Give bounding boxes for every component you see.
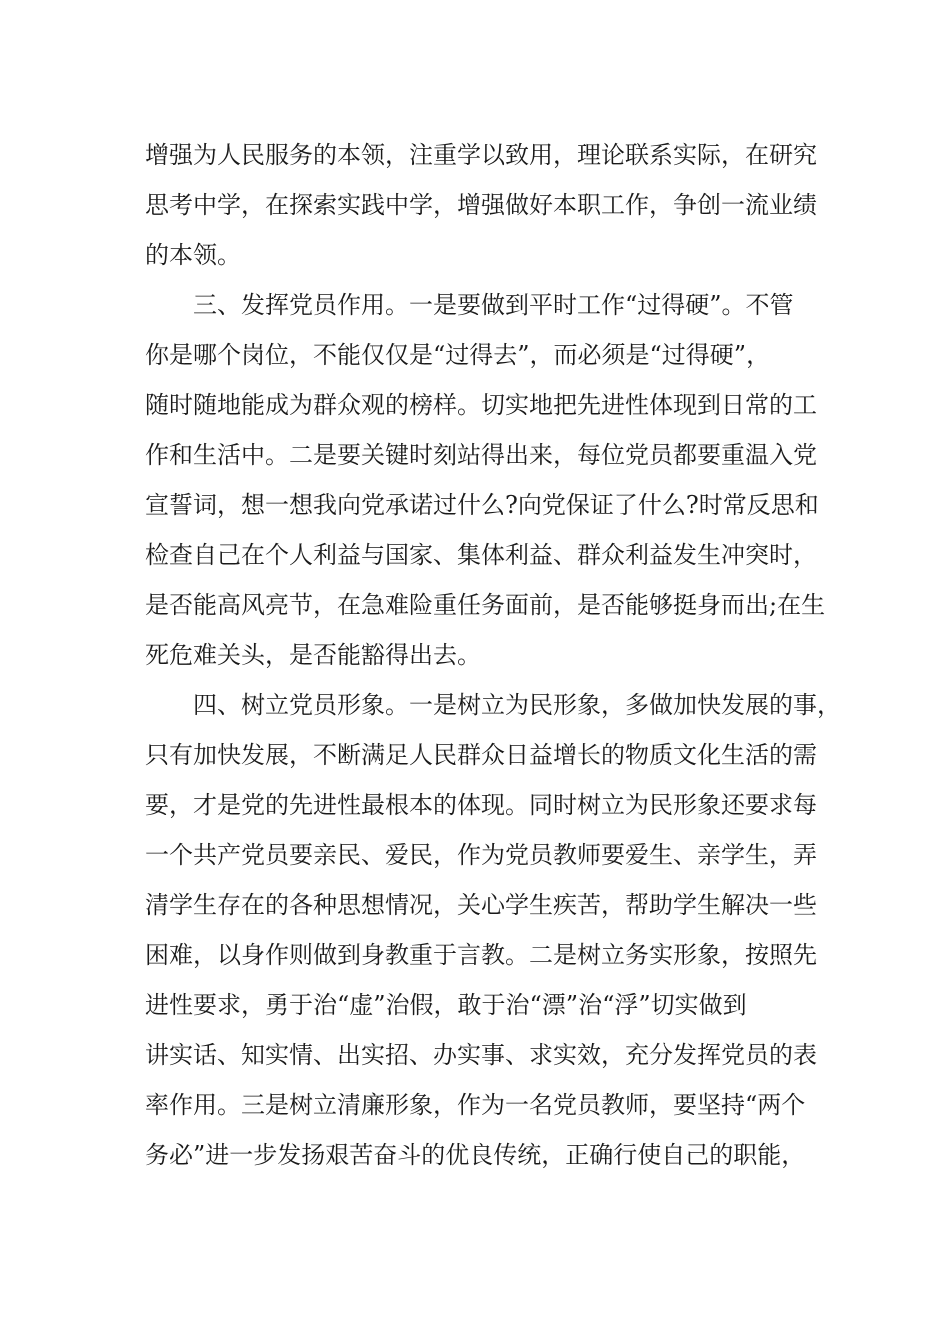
text-line: 的本领。 bbox=[145, 241, 241, 269]
text-line: 讲实话、知实情、出实招、办实事、求实效，充分发挥党员的表 bbox=[145, 1041, 817, 1069]
text-line: 务必”进一步发扬艰苦奋斗的优良传统，正确行使自己的职能， bbox=[145, 1141, 806, 1169]
text-line: 四、树立党员形象。一是树立为民形象，多做加快发展的事， bbox=[193, 691, 841, 719]
paragraph-3 bbox=[145, 680, 841, 1180]
text-line: 进性要求，勇于治“虚”治假，敢于治“漂”治“浮”切实做到 bbox=[145, 991, 747, 1019]
text-line: 增强为人民服务的本领，注重学以致用，理论联系实际，在研究 bbox=[145, 141, 817, 169]
paragraph-1 bbox=[145, 130, 817, 280]
text-line: 死危难关头，是否能豁得出去。 bbox=[145, 641, 481, 669]
paragraph-2 bbox=[145, 280, 826, 680]
text-line: 一个共产党员要亲民、爱民，作为党员教师要爱生、亲学生，弄 bbox=[145, 841, 817, 869]
text-line: 只有加快发展，不断满足人民群众日益增长的物质文化生活的需 bbox=[145, 741, 817, 769]
text-line: 要，才是党的先进性最根本的体现。同时树立为民形象还要求每 bbox=[145, 791, 817, 819]
text-line: 是否能高风亮节，在急难险重任务面前，是否能够挺身而出;在生 bbox=[145, 591, 826, 619]
text-line: 困难，以身作则做到身教重于言教。二是树立务实形象，按照先 bbox=[145, 941, 817, 969]
text-line: 随时随地能成为群众观的榜样。切实地把先进性体现到日常的工 bbox=[145, 391, 817, 419]
text-line: 清学生存在的各种思想情况，关心学生疾苦，帮助学生解决一些 bbox=[145, 891, 817, 919]
text-line: 你是哪个岗位，不能仅仅是“过得去”，而必须是“过得硬”， bbox=[145, 341, 771, 369]
text-line: 思考中学，在探索实践中学，增强做好本职工作，争创一流业绩 bbox=[145, 191, 817, 219]
text-line: 三、发挥党员作用。一是要做到平时工作“过得硬”。不管 bbox=[193, 291, 794, 319]
text-line: 宣誓词，想一想我向党承诺过什么?向党保证了什么?时常反思和 bbox=[145, 491, 819, 519]
document-body bbox=[145, 130, 841, 1180]
text-line: 作和生活中。二是要关键时刻站得出来，每位党员都要重温入党 bbox=[145, 441, 817, 469]
text-line: 率作用。三是树立清廉形象，作为一名党员教师，要坚持“两个 bbox=[145, 1091, 806, 1119]
text-line: 检查自己在个人利益与国家、集体利益、群众利益发生冲突时， bbox=[145, 541, 817, 569]
